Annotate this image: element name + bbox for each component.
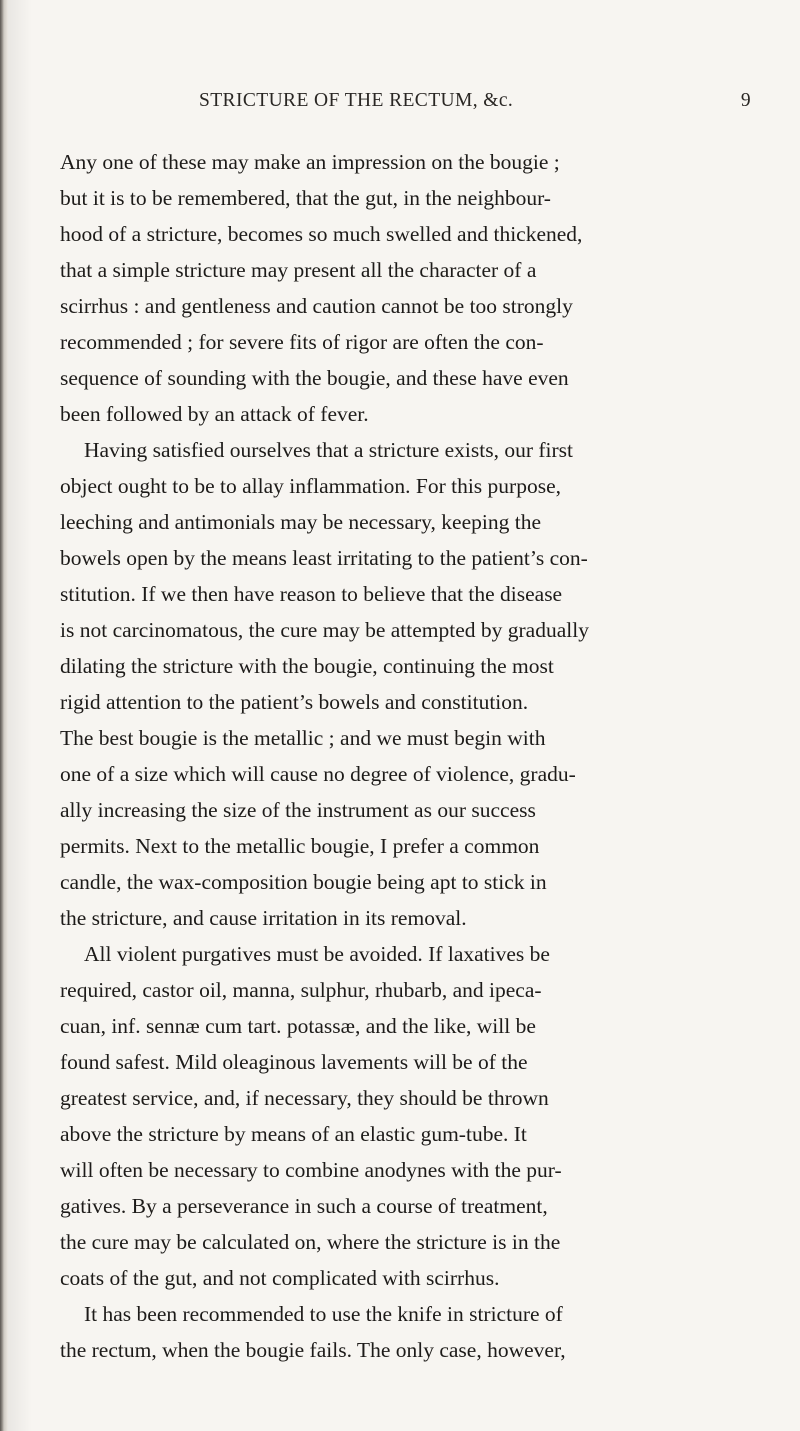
body-text [60,144,740,1368]
text-line: found safest. Mild oleaginous lavements will be of the [60,1050,528,1074]
text-line: one of a size which will cause no degree of violence, gradu- [60,762,576,786]
running-title: STRICTURE OF THE RECTUM, &c. [199,90,514,111]
text-line: the stricture, and cause irritation in its removal. [60,906,467,930]
text-line: the rectum, when the bougie fails. The only case, however, [60,1338,566,1362]
text-line: cuan, inf. sennæ cum tart. potassæ, and the like, will be [60,1014,536,1038]
page-binding-edge [0,0,8,1431]
text-line: dilating the stricture with the bougie, continuing the most [60,654,554,678]
text-line: candle, the wax-composition bougie being apt to stick in [60,870,547,894]
text-line: leeching and antimonials may be necessary, keeping the [60,510,541,534]
text-line: ally increasing the size of the instrument as our success [60,798,536,822]
text-line: will often be necessary to combine anodynes with the pur- [60,1158,562,1182]
text-line: bowels open by the means least irritating to the patient’s con- [60,546,588,570]
paragraph-start-line: Having satisfied ourselves that a stricture exists, our first [84,438,574,462]
paragraph-start-line: It has been recommended to use the knife in stricture of [84,1302,563,1326]
text-line: the cure may be calculated on, where the stricture is in the [60,1230,561,1254]
text-line: been followed by an attack of fever. [60,402,369,426]
text-line: sequence of sounding with the bougie, and these have even [60,366,569,390]
text-line: gatives. By a perseverance in such a course of treatment, [60,1194,548,1218]
text-line: The best bougie is the metallic ; and we must begin with [60,726,546,750]
text-line: greatest service, and, if necessary, they should be thrown [60,1086,549,1110]
text-line: coats of the gut, and not complicated with scirrhus. [60,1266,500,1290]
text-line: is not carcinomatous, the cure may be attempted by gradually [60,618,589,642]
text-line: above the stricture by means of an elastic gum-tube. It [60,1122,527,1146]
text-line: but it is to be remembered, that the gut, in the neighbour- [60,186,551,210]
text-line: object ought to be to allay inflammation. For this purpose, [60,474,561,498]
text-line: hood of a stricture, becomes so much swelled and thickened, [60,222,583,246]
text-line: required, castor oil, manna, sulphur, rhubarb, and ipeca- [60,978,542,1002]
text-line: that a simple stricture may present all the character of a [60,258,537,282]
paragraph-start-line: All violent purgatives must be avoided. If laxatives be [84,942,550,966]
page-number: 9 [740,90,751,111]
text-line: rigid attention to the patient’s bowels and constitution. [60,690,529,714]
page-gutter-shadow [8,0,32,1431]
text-line: stitution. If we then have reason to believe that the disease [60,582,563,606]
running-head [199,90,751,122]
text-line: scirrhus : and gentleness and caution cannot be too strongly [60,294,573,318]
text-line: Any one of these may make an impression on the bougie ; [60,150,560,174]
text-line: permits. Next to the metallic bougie, I prefer a common [60,834,540,858]
text-line: recommended ; for severe fits of rigor are often the con- [60,330,544,354]
